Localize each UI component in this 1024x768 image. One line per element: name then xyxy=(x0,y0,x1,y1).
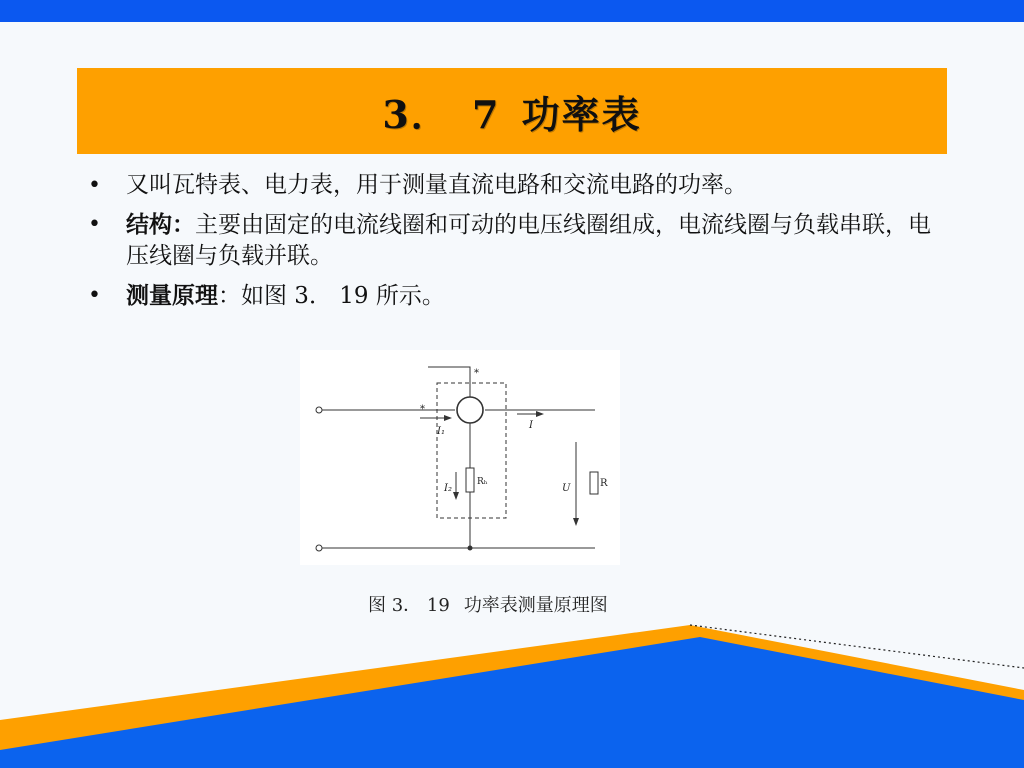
label-r: R xyxy=(600,478,608,489)
label-star-top: * xyxy=(474,368,479,379)
bullet-label: 结构： xyxy=(126,211,195,238)
slide-title: 3． 7 功率表 xyxy=(382,91,642,137)
label-i2: I₂ xyxy=(444,483,452,494)
caption-text: 功率表测量原理图 xyxy=(463,595,608,616)
label-rh: Rₕ xyxy=(477,477,488,487)
bullet-icon: • xyxy=(88,283,101,308)
bullet-icon: • xyxy=(88,173,101,198)
label-i1: I₁ xyxy=(437,426,445,437)
bullet-text: ：如图 3． 19 所示。 xyxy=(218,283,445,309)
caption-number: 图 3． 19 xyxy=(368,595,450,616)
bullet-icon: • xyxy=(88,212,101,237)
bullet-text: 又叫瓦特表、电力表，用于测量直流电路和交流电路的功率。 xyxy=(126,172,747,198)
bullet-label: 测量原理 xyxy=(126,282,218,309)
label-star-left: * xyxy=(420,404,425,415)
bullet-text: 主要由固定的电流线圈和可动的电压线圈组成，电流线圈与负载串联，电压线圈与负载并联。 xyxy=(126,212,931,269)
label-u: U xyxy=(562,483,571,494)
label-i: I xyxy=(529,420,533,431)
